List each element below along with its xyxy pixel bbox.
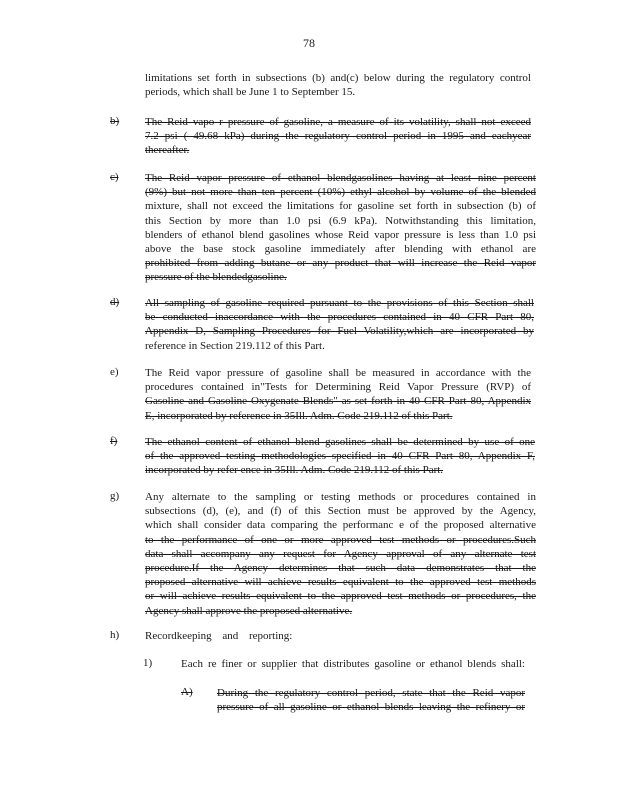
text-line: proposed alternative will achieve results equivalent to the approved test methods bbox=[145, 576, 536, 589]
subsection-1-text bbox=[181, 657, 525, 671]
text-line: Each re finer or supplier that distributes gasoline or ethanol blends shall: bbox=[181, 658, 525, 670]
section-label-e: e) bbox=[110, 366, 119, 378]
subsection-label-A: A) bbox=[181, 686, 193, 698]
text-line: periods, which shall be June 1 to September 15. bbox=[145, 86, 356, 99]
text-line: mixture, shall not exceed the limitations for gasoline set forth in subsection (b) of bbox=[145, 200, 536, 213]
text-line: The Reid vapor pressure of gasoline shall be measured in accordance with the bbox=[145, 367, 531, 379]
section-label-b: b) bbox=[110, 115, 120, 127]
text-line: thereafter. bbox=[145, 144, 190, 157]
text-line: reference in Section 219.112 of this Part. bbox=[145, 339, 325, 352]
text-line: of the approved testing methodologies specified in 40 CFR Part 80, Appendix F, bbox=[145, 450, 535, 463]
text-line: (9%) but not more than ten percent (10%) ethyl alcohol by volume of the blended bbox=[145, 186, 536, 199]
text-line: which shall consider data comparing the performanc e of the proposed alternative bbox=[145, 519, 536, 532]
text-line: pressure of all gasoline or ethanol blends leaving the refinery or bbox=[217, 701, 525, 714]
text-line: limitations set forth in subsections (b) and(c) below during the regulatory control bbox=[145, 72, 531, 84]
section-c-paragraph bbox=[145, 171, 536, 285]
text-line: E, incorporated by reference in 35Ill. Adm. Code 219.112 of this Part. bbox=[145, 409, 453, 422]
section-g-paragraph bbox=[145, 490, 536, 618]
text-line: All sampling of gasoline required pursuant to the provisions of this Section shall bbox=[145, 297, 534, 309]
text-line: The Reid vapo r pressure of gasoline, a measure of its volatility, shall not exceed bbox=[145, 116, 531, 128]
text-line: subsections (d), (e), and (f) of this Section must be approved by the Agency, bbox=[145, 505, 536, 518]
text-line: above the base stock gasoline immediately after blending with ethanol are bbox=[145, 243, 536, 256]
section-label-h: h) bbox=[110, 629, 120, 641]
section-f-paragraph bbox=[145, 435, 535, 478]
text-line: The ethanol content of ethanol blend gasolines shall be determined by use of one bbox=[145, 436, 535, 448]
text-line: this Section by more than 1.0 psi (6.9 kPa). Notwithstanding this limitation, bbox=[145, 214, 536, 227]
text-line: Agency shall approve the proposed alternative. bbox=[145, 604, 353, 617]
section-e-paragraph bbox=[145, 366, 531, 423]
text-line: During the regulatory control period, state that the Reid vapor bbox=[217, 687, 525, 699]
text-line: data shall accompany any request for Agency approval of any alternate test bbox=[145, 547, 536, 560]
text-line: Any alternate to the sampling or testing methods or procedures contained in bbox=[145, 491, 536, 503]
text-line: prohibited from adding butane or any product that will increase the Reid vapor bbox=[145, 257, 536, 270]
text-line: pressure of the blendedgasoline. bbox=[145, 271, 287, 284]
section-h-title: Recordkeeping and reporting: bbox=[145, 630, 293, 642]
section-label-g: g) bbox=[110, 490, 120, 502]
section-b-paragraph bbox=[145, 115, 531, 158]
subsection-A-paragraph bbox=[217, 686, 525, 714]
section-label-d: d) bbox=[110, 296, 120, 308]
section-label-c: c) bbox=[110, 171, 119, 183]
page-number: 78 bbox=[303, 36, 315, 50]
text-line: The Reid vapor pressure of ethanol blendgasolines having at least nine percent bbox=[145, 172, 536, 184]
subsection-label-1: 1) bbox=[143, 657, 153, 669]
text-line: Appendix D, Sampling Procedures for Fuel Volatility,which are incorporated by bbox=[145, 325, 534, 338]
text-line: or will achieve results equivalent to the approved test methods or procedures, the bbox=[145, 590, 536, 603]
text-line: procedure.If the Agency determines that such data demonstrates that the bbox=[145, 562, 536, 575]
text-line: 7.2 psi ( 49.68 kPa) during the regulatory control period in 1995 and eachyear bbox=[145, 130, 531, 143]
section-label-f: f) bbox=[110, 435, 118, 447]
intro-paragraph bbox=[145, 71, 531, 99]
text-line: blenders of ethanol blend gasolines whose Reid vapor pressure is less than 1.0 psi bbox=[145, 228, 536, 241]
text-line: Gasoline and Gasoline Oxygenate Blends" as set forth in 40 CFR Part 80, Appendix bbox=[145, 395, 531, 408]
text-line: procedures contained in"Tests for Determining Reid Vapor Pressure (RVP) of bbox=[145, 381, 531, 394]
section-d-paragraph bbox=[145, 296, 534, 353]
text-line: be conducted inaccordance with the procedures contained in 40 CFR Part 80, bbox=[145, 311, 534, 324]
text-line: to the performance of one or more approved test methods or procedures.Such bbox=[145, 533, 536, 546]
text-line: incorporated by refer ence in 35Ill. Adm. Code 219.112 of this Part. bbox=[145, 464, 444, 477]
